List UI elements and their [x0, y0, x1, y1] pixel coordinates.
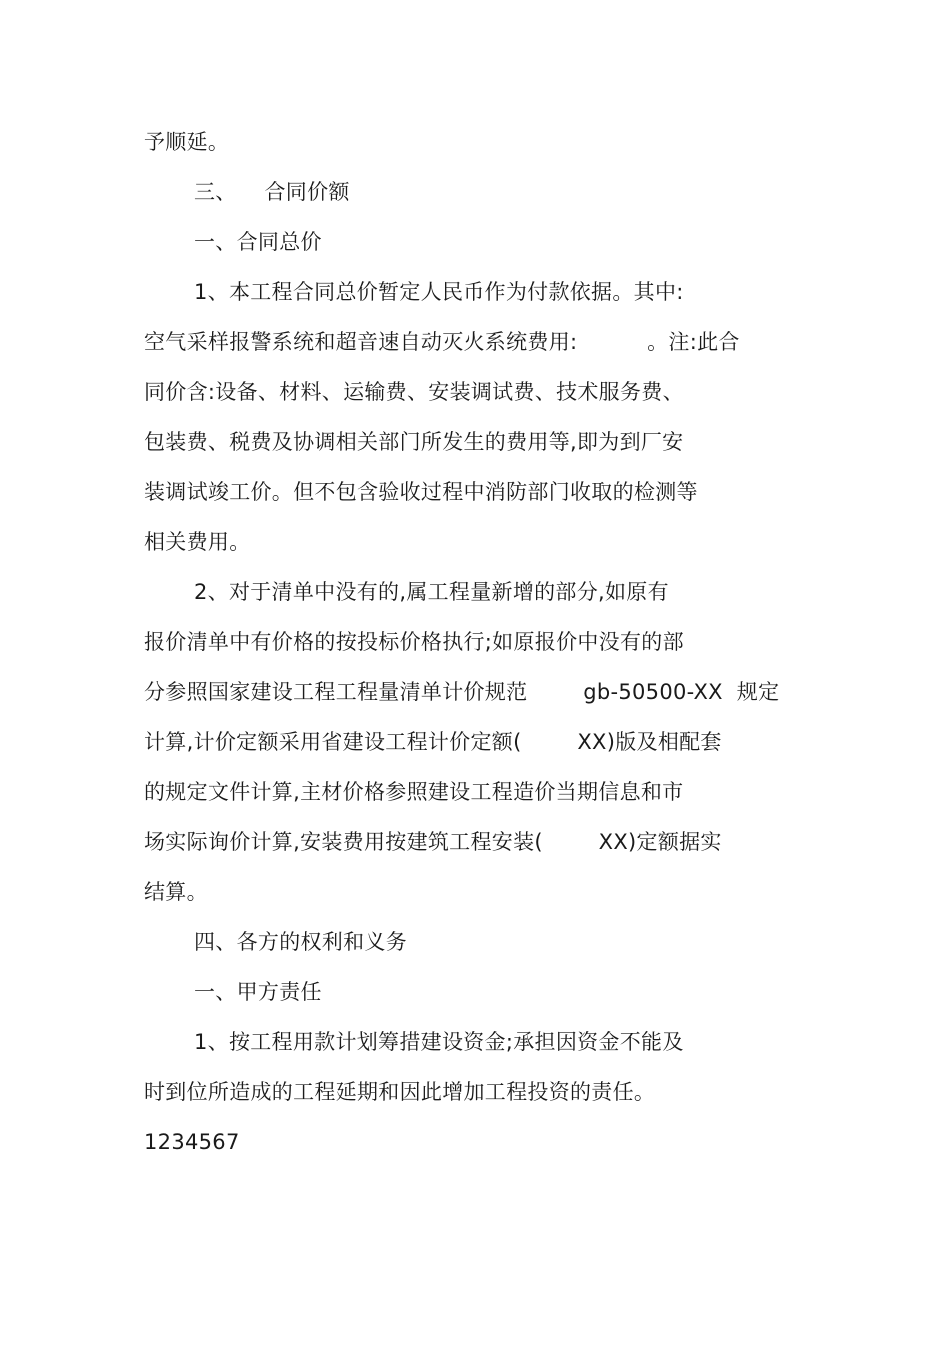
paragraph-line: 包装费、税费及协调相关部门所发生的费用等,即为到厂安 — [144, 430, 684, 454]
paragraph-line: 相关费用。 — [144, 530, 251, 554]
paragraph-line: 空气采样报警系统和超音速自动灭火系统费用: 。注:此合 — [144, 330, 740, 354]
paragraph-line: 的规定文件计算,主材价格参照建设工程造价当期信息和市 — [144, 780, 684, 804]
paragraph-line: 2、对于清单中没有的,属工程量新增的部分,如原有 — [194, 580, 669, 604]
page-number: 1234567 — [144, 1130, 240, 1154]
paragraph-line: 1、按工程用款计划筹措建设资金;承担因资金不能及 — [194, 1030, 684, 1054]
paragraph-line: 分参照国家建设工程工程量清单计价规范 gb-50500-XX 规定 — [144, 680, 780, 704]
subsection-heading: 一、合同总价 — [194, 230, 322, 254]
paragraph-line: 时到位所造成的工程延期和因此增加工程投资的责任。 — [144, 1080, 656, 1104]
paragraph-line: 报价清单中有价格的按投标价格执行;如原报价中没有的部 — [144, 630, 684, 654]
paragraph-line: 1、本工程合同总价暂定人民币作为付款依据。其中: — [194, 280, 684, 304]
paragraph-line: 予顺延。 — [144, 130, 230, 154]
paragraph-line: 场实际询价计算,安装费用按建筑工程安装( XX)定额据实 — [144, 830, 722, 854]
paragraph-line: 装调试竣工价。但不包含验收过程中消防部门收取的检测等 — [144, 480, 698, 504]
section-heading: 三、 合同价额 — [194, 180, 350, 204]
subsection-heading: 一、甲方责任 — [194, 980, 322, 1004]
paragraph-line: 结算。 — [144, 880, 208, 904]
paragraph-line: 计算,计价定额采用省建设工程计价定额( XX)版及相配套 — [144, 730, 722, 754]
paragraph-line: 同价含:设备、材料、运输费、安装调试费、技术服务费、 — [144, 380, 684, 404]
section-heading: 四、各方的权利和义务 — [194, 930, 407, 954]
